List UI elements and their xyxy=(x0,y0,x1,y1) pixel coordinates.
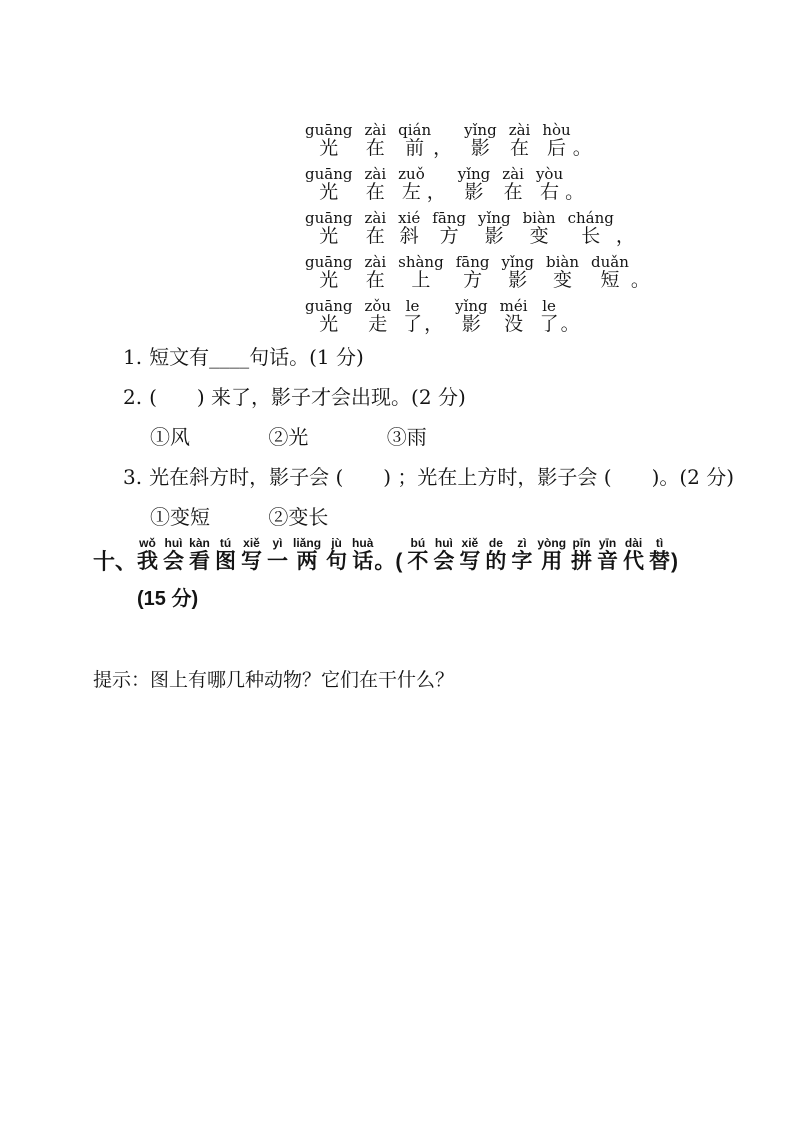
pinyin-text: duǎn xyxy=(591,253,629,271)
punctuation xyxy=(561,298,580,333)
pinyin-text: qián xyxy=(398,121,432,139)
question-3-text: 光在斜方时，影子会 ( ) ；光在上方时，影子会 ( )。(2 分) xyxy=(149,465,735,489)
syllable xyxy=(163,537,184,574)
hanzi-text: 字 xyxy=(511,550,533,573)
section-heading-text xyxy=(137,537,683,574)
syllable xyxy=(502,166,524,201)
question-3-options xyxy=(123,506,734,529)
hanzi-text: ， xyxy=(615,225,635,247)
poem-line xyxy=(305,254,662,289)
pinyin-text: xié xyxy=(398,209,421,227)
pinyin-text: yì xyxy=(272,536,283,550)
pinyin-text: zài xyxy=(364,121,387,139)
syllable xyxy=(398,254,444,289)
hanzi-text: 变 xyxy=(529,225,549,247)
syllable xyxy=(364,122,386,157)
syllable xyxy=(511,537,532,574)
pinyin-text: liǎng xyxy=(293,536,322,550)
pinyin-text: huì xyxy=(164,536,183,550)
syllable xyxy=(305,254,352,289)
hanzi-text: 在 xyxy=(503,181,523,203)
syllable xyxy=(456,254,490,289)
pinyin-text: huà xyxy=(352,536,374,550)
question-2-number: 2. xyxy=(123,385,143,409)
hanzi-text: 替 xyxy=(649,550,671,573)
syllable xyxy=(267,537,288,574)
syllable xyxy=(459,537,480,574)
syllable xyxy=(649,537,670,574)
pinyin-text: fāng xyxy=(455,253,490,271)
poem-line xyxy=(305,166,662,201)
poem-line xyxy=(305,298,662,333)
hanzi-text: 右 xyxy=(540,181,560,203)
hanzi-text: 了 xyxy=(539,313,559,335)
hanzi-text: 在 xyxy=(510,137,530,159)
section-heading xyxy=(93,537,683,574)
syllable xyxy=(403,298,422,333)
hanzi-text: 影 xyxy=(484,225,504,247)
question-2 xyxy=(123,386,734,409)
question-1 xyxy=(123,346,734,369)
hanzi-text: 。 xyxy=(560,313,580,335)
syllable xyxy=(623,537,644,574)
syllable xyxy=(433,537,454,574)
syllable xyxy=(305,122,352,157)
hanzi-text: 用 xyxy=(541,550,563,573)
syllable xyxy=(189,537,210,574)
pinyin-text: de xyxy=(488,536,503,550)
hanzi-text: 斜 xyxy=(399,225,419,247)
writing-hint: 提示：图上有哪几种动物？它们在干什么？ xyxy=(93,670,455,691)
syllable xyxy=(364,166,386,201)
hanzi-text: 后 xyxy=(547,137,567,159)
hanzi-text: 。 xyxy=(565,181,585,203)
questions-block xyxy=(123,346,734,546)
hanzi-text: ， xyxy=(424,313,444,335)
syllable xyxy=(501,254,534,289)
hanzi-text: 。 xyxy=(630,269,650,291)
syllable xyxy=(407,537,428,574)
pinyin-text: zài xyxy=(508,121,531,139)
syllable xyxy=(458,166,491,201)
punctuation xyxy=(616,210,635,245)
pinyin-text: yǐng xyxy=(457,165,491,183)
pinyin-text: guāng xyxy=(305,121,353,139)
pinyin-text: yīn xyxy=(598,536,617,550)
syllable xyxy=(364,254,386,289)
hanzi-text: 不 xyxy=(407,550,429,573)
syllable xyxy=(591,254,629,289)
hanzi-text: ， xyxy=(426,181,446,203)
hanzi-text: 短 xyxy=(600,269,620,291)
pinyin-text: cháng xyxy=(567,209,614,227)
syllable xyxy=(398,122,431,157)
syllable xyxy=(352,537,373,574)
hanzi-text: 我 xyxy=(137,550,159,573)
punctuation xyxy=(424,298,443,333)
pinyin-text: zuǒ xyxy=(398,165,425,183)
hanzi-text: 影 xyxy=(470,137,490,159)
hanzi-text: 在 xyxy=(365,181,385,203)
hanzi-text: 看 xyxy=(189,550,211,573)
question-3-number: 3. xyxy=(123,465,143,489)
hanzi-text: 光 xyxy=(319,269,339,291)
pinyin-text: yǐng xyxy=(464,121,497,139)
hanzi-text: 走 xyxy=(368,313,388,335)
pinyin-text: zǒu xyxy=(364,297,392,315)
syllable xyxy=(398,166,425,201)
syllable xyxy=(364,210,386,245)
option-longer: ②变长 xyxy=(268,505,329,529)
question-1-number: 1. xyxy=(123,345,143,369)
syllable xyxy=(305,166,352,201)
pinyin-text: yǐng xyxy=(455,297,488,315)
hanzi-text: 没 xyxy=(504,313,524,335)
pinyin-text: jù xyxy=(331,536,342,550)
hanzi-text: 在 xyxy=(365,269,385,291)
hanzi-text: 写 xyxy=(459,550,481,573)
hanzi-text: 的 xyxy=(485,550,507,573)
hanzi-text: 影 xyxy=(464,181,484,203)
poem-line xyxy=(305,210,662,245)
syllable xyxy=(464,122,497,157)
pinyin-text: fāng xyxy=(432,209,467,227)
hanzi-text: ) xyxy=(671,550,679,573)
hanzi-text: 影 xyxy=(508,269,528,291)
hanzi-text: 方 xyxy=(439,225,459,247)
pinyin-text: pīn xyxy=(572,536,591,550)
hanzi-text: ， xyxy=(433,137,453,159)
pinyin-text: zì xyxy=(517,536,527,550)
syllable xyxy=(364,298,391,333)
hanzi-text: 拼 xyxy=(571,550,593,573)
poem-line xyxy=(305,122,662,157)
punctuation xyxy=(573,122,592,157)
hanzi-text: 影 xyxy=(461,313,481,335)
syllable xyxy=(536,166,563,201)
question-3 xyxy=(123,466,734,489)
hanzi-text: 。 xyxy=(572,137,592,159)
hanzi-text: 方 xyxy=(463,269,483,291)
syllable xyxy=(571,537,592,574)
punctuation xyxy=(374,537,402,574)
pinyin-text: xiě xyxy=(461,536,479,550)
hanzi-text: 光 xyxy=(319,225,339,247)
hanzi-text: 变 xyxy=(553,269,573,291)
hanzi-text: 前 xyxy=(405,137,425,159)
option-wind: ①风 xyxy=(150,425,190,449)
punctuation xyxy=(671,537,678,574)
hanzi-text: 写 xyxy=(241,550,263,573)
hanzi-text: 会 xyxy=(433,550,455,573)
syllable xyxy=(542,122,570,157)
pinyin-text: le xyxy=(405,297,420,315)
pinyin-text: yǐng xyxy=(501,253,535,271)
hanzi-text: 音 xyxy=(597,550,619,573)
hanzi-text: 一 xyxy=(267,550,289,573)
punctuation xyxy=(631,254,650,289)
question-2-text: ( ) 来了，影子才会出现。(2 分) xyxy=(149,385,466,409)
pinyin-text: guāng xyxy=(305,209,353,227)
hanzi-text: 在 xyxy=(365,225,385,247)
punctuation xyxy=(427,166,446,201)
pinyin-text: hòu xyxy=(542,121,571,139)
pinyin-text: xiě xyxy=(243,536,260,550)
syllable xyxy=(597,537,618,574)
option-rain: ③雨 xyxy=(386,425,427,449)
option-shorter: ①变短 xyxy=(150,505,210,529)
syllable xyxy=(485,537,506,574)
pinyin-text: tú xyxy=(219,536,232,550)
hanzi-text: 上 xyxy=(411,269,431,291)
hanzi-text: 光 xyxy=(319,313,339,335)
pinyin-text: guāng xyxy=(305,165,353,183)
pinyin-text: biàn xyxy=(546,253,580,271)
question-2-options xyxy=(123,426,734,449)
hanzi-text: 了 xyxy=(403,313,423,335)
hanzi-text: 句 xyxy=(326,550,348,573)
hanzi-text: 长 xyxy=(581,225,601,247)
pinyin-text: wǒ xyxy=(139,536,156,550)
option-light: ②光 xyxy=(268,425,309,449)
poem-block xyxy=(305,122,662,342)
hanzi-text: 光 xyxy=(319,137,339,159)
pinyin-text: zài xyxy=(364,253,387,271)
syllable xyxy=(540,298,559,333)
syllable xyxy=(305,298,352,333)
pinyin-text: shàng xyxy=(398,253,444,271)
syllable xyxy=(398,210,420,245)
hanzi-text: 话 xyxy=(352,550,374,573)
syllable xyxy=(509,122,531,157)
pinyin-text: biàn xyxy=(522,209,556,227)
hanzi-text: 图 xyxy=(215,550,237,573)
syllable xyxy=(478,210,511,245)
punctuation xyxy=(433,122,452,157)
hanzi-text: 会 xyxy=(163,550,185,573)
punctuation xyxy=(565,166,584,201)
pinyin-text: zài xyxy=(502,165,524,183)
hanzi-text: 两 xyxy=(296,550,318,573)
syllable xyxy=(537,537,566,574)
syllable xyxy=(137,537,158,574)
pinyin-text: le xyxy=(542,297,556,315)
hanzi-text: 。( xyxy=(374,550,403,573)
hanzi-text: 代 xyxy=(623,550,645,573)
syllable xyxy=(432,210,466,245)
pinyin-text: guāng xyxy=(305,297,353,315)
hanzi-text: 光 xyxy=(319,181,339,203)
syllable xyxy=(293,537,321,574)
pinyin-text: dài xyxy=(624,536,643,550)
syllable xyxy=(523,210,556,245)
syllable xyxy=(305,210,352,245)
pinyin-text: yǐng xyxy=(478,209,511,227)
pinyin-text: méi xyxy=(499,297,528,315)
pinyin-text: tì xyxy=(655,536,664,550)
syllable xyxy=(500,298,528,333)
syllable xyxy=(241,537,262,574)
pinyin-text: kàn xyxy=(189,536,210,550)
hanzi-text: 在 xyxy=(365,137,385,159)
section-number: 十、 xyxy=(93,549,138,574)
pinyin-text: zài xyxy=(364,209,387,227)
pinyin-text: yòu xyxy=(535,165,564,183)
syllable xyxy=(568,210,614,245)
pinyin-text: guāng xyxy=(305,253,353,271)
section-score: (15 分) xyxy=(137,588,199,610)
pinyin-text: huì xyxy=(434,536,453,550)
syllable xyxy=(326,537,347,574)
pinyin-text: zài xyxy=(364,165,387,183)
syllable xyxy=(546,254,579,289)
pinyin-text: yòng xyxy=(537,536,567,550)
question-1-text: 短文有____句话。(1 分) xyxy=(149,345,364,369)
hanzi-text: 左 xyxy=(401,181,421,203)
pinyin-text: bú xyxy=(410,536,426,550)
syllable xyxy=(455,298,488,333)
syllable xyxy=(215,537,236,574)
